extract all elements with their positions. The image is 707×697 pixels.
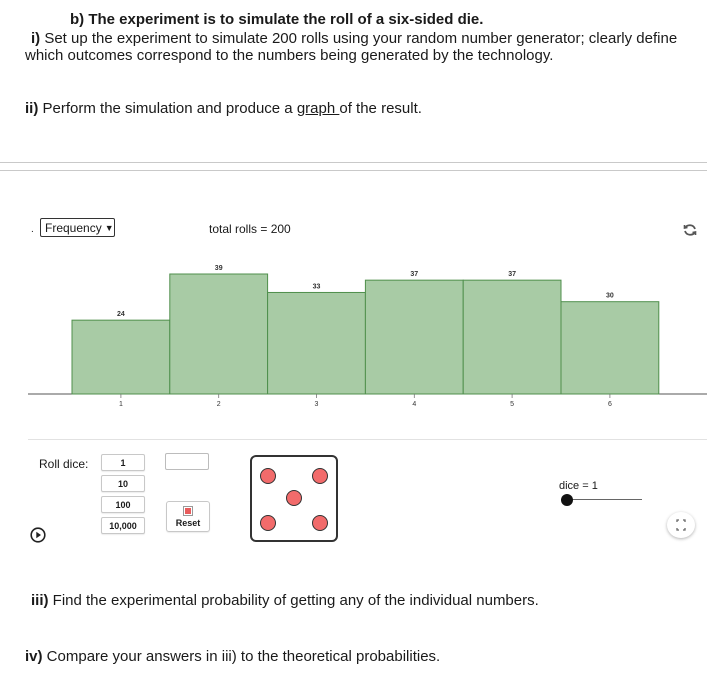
roll-1-button[interactable]: 1 [101,454,145,471]
part-iii-prefix: iii) [31,592,49,609]
part-iv-text: Compare your answers in iii) to the theoretical probabilities. [42,648,441,665]
bar-1 [72,320,170,394]
bar-5 [463,280,561,394]
reset-button[interactable] [166,501,210,532]
roll-10-button[interactable]: 10 [101,475,145,492]
part-iv-prefix: iv) [25,648,43,665]
reset-label: Reset [175,517,201,528]
x-tick-label: 1 [118,401,123,408]
die-pip [286,490,302,506]
part-iv [25,648,440,665]
bar-2 [170,274,268,394]
bar-value-label: 30 [606,292,614,300]
x-tick-label: 6 [607,401,612,408]
part-ii-suffix: of the result. [339,100,422,117]
frequency-chart [0,250,707,440]
bar-value-label: 37 [508,271,516,279]
graph-link[interactable]: graph [296,100,340,117]
bar-value-label: 37 [410,271,419,279]
input-box[interactable] [165,453,209,470]
die-pip [312,468,328,484]
part-i-line2: which outcomes correspond to the numbers being generated by the technology. [25,47,554,64]
refresh-icon[interactable] [680,220,700,240]
x-tick-label: 5 [510,401,515,408]
bar-6 [561,302,659,394]
chart-separator [28,439,707,440]
part-ii [25,100,422,118]
x-tick-label: 4 [412,401,417,408]
bar-4 [365,280,463,394]
dice-slider-label: dice = 1 [559,480,598,492]
part-ii-prefix: ii) [25,100,39,117]
die-face [250,455,338,542]
divider-bottom [0,170,707,171]
fullscreen-icon [667,512,695,538]
part-i-text: Set up the experiment to simulate 200 rolls using your random number generator; clearly define [40,30,678,47]
bar-value-label: 33 [312,283,321,291]
die-pip [260,515,276,531]
divider-top [0,162,707,163]
total-rolls-label: total rolls = 200 [209,222,291,236]
part-b-title: b) The experiment is to simulate the roll of a six-sided die. [70,11,484,28]
die-pip [312,515,328,531]
dice-slider-knob[interactable] [561,494,573,506]
play-icon[interactable] [30,527,46,543]
part-ii-text: Perform the simulation and produce a [38,100,297,117]
part-i-line1 [31,30,677,48]
part-i-prefix: i) [31,30,41,47]
frequency-dropdown[interactable] [40,218,115,237]
die-pip [260,468,276,484]
roll-100-button[interactable]: 100 [101,496,145,513]
x-tick-label: 2 [216,401,221,408]
roll-dice-label: Roll dice: [39,457,89,471]
dice-slider-track[interactable] [567,499,642,500]
frequency-dropdown-value: Frequency [45,220,102,235]
dot-marker: . [31,224,34,235]
roll-10000-button[interactable]: 10,000 [101,517,145,534]
fullscreen-button[interactable] [667,512,695,538]
part-iii [31,592,539,609]
bar-value-label: 24 [117,311,125,319]
bar-3 [268,292,366,394]
part-iii-text: Find the experimental probability of getting any of the individual numbers. [48,592,539,609]
reset-icon [183,506,193,516]
x-tick-label: 3 [314,401,319,408]
bar-value-label: 39 [214,265,223,272]
dropdown-arrow-icon: ▼ [104,222,114,233]
